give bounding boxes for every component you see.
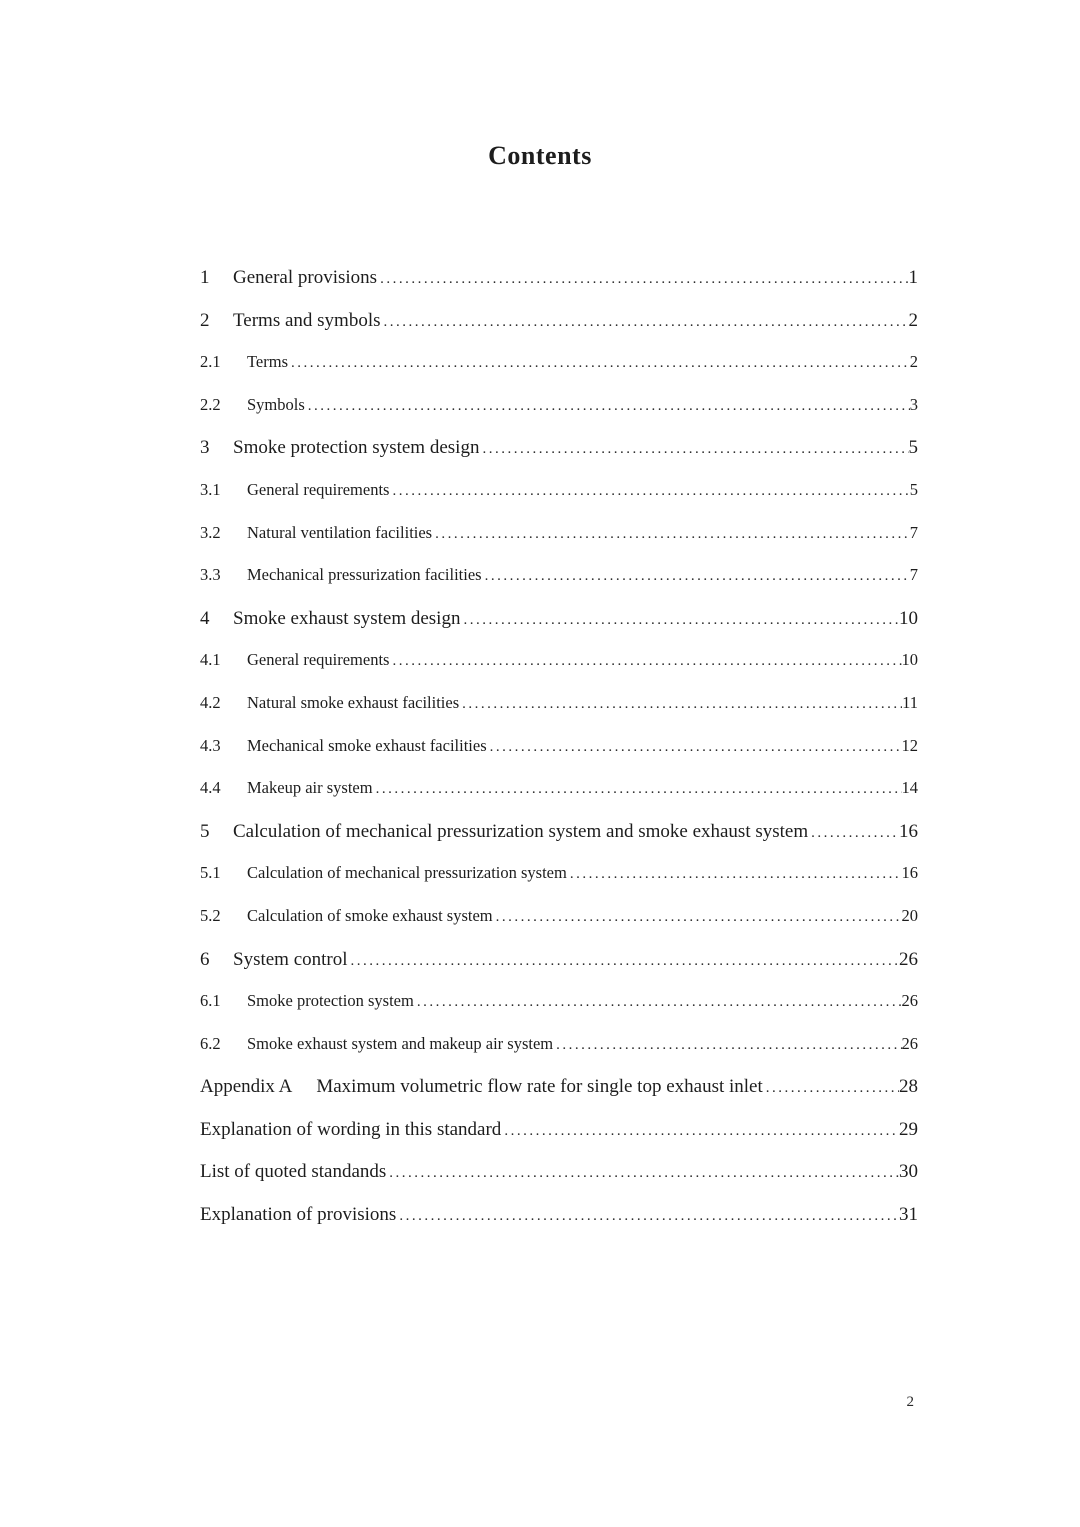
toc-entry xyxy=(200,906,918,949)
toc-entry-title: Terms xyxy=(247,352,289,372)
toc-entry-number: 5.1 xyxy=(200,863,221,883)
toc-entry-number: 3.3 xyxy=(200,565,221,585)
toc-entry-title: System control xyxy=(233,948,348,970)
toc-entry-number: 4.4 xyxy=(200,778,221,798)
toc-entry-page: 31 xyxy=(899,1204,918,1226)
page-title: Contents xyxy=(488,141,592,170)
toc-dot-leader xyxy=(487,739,902,756)
toc-entry-number: 1 xyxy=(200,267,210,288)
toc-dot-leader xyxy=(763,1080,899,1097)
toc-entry-title: Mechanical smoke exhaust facilities xyxy=(247,735,487,755)
toc-entry-number: Appendix A xyxy=(200,1076,293,1098)
toc-entry-page: 10 xyxy=(899,607,918,629)
toc-entry-number: 2.1 xyxy=(200,352,221,372)
toc-entry-title: Natural smoke exhaust facilities xyxy=(247,692,460,712)
toc-entry-number: 3.1 xyxy=(200,479,221,499)
toc-entry-title: Maximum volumetric flow rate for single top exhaust inlet xyxy=(316,1076,763,1098)
toc-entry xyxy=(200,352,918,395)
toc-entry-page: 29 xyxy=(899,1118,918,1140)
toc-dot-leader xyxy=(288,355,910,372)
toc-entry-page: 12 xyxy=(901,735,918,755)
toc-entry xyxy=(200,480,918,523)
toc-entry-page: 26 xyxy=(901,991,918,1011)
toc-dot-leader xyxy=(377,271,908,288)
toc-entry-title: Calculation of mechanical pressurization system and smoke exhaust system xyxy=(233,820,809,842)
toc-dot-leader xyxy=(305,398,910,415)
toc-entry-page: 11 xyxy=(902,692,918,712)
toc-entry-title: Makeup air system xyxy=(247,778,373,798)
toc-entry xyxy=(200,267,918,310)
toc-entry-page: 1 xyxy=(908,267,918,288)
toc-entry-title: Mechanical pressurization facilities xyxy=(247,565,482,585)
toc-list xyxy=(200,267,918,1247)
toc-entry-page: 30 xyxy=(899,1161,918,1183)
toc-entry xyxy=(200,693,918,736)
toc-entry-title: Symbols xyxy=(247,394,305,414)
toc-entry-title: Terms and symbols xyxy=(233,309,381,331)
toc-dot-leader xyxy=(567,866,902,883)
toc-dot-leader xyxy=(432,526,910,543)
toc-entry xyxy=(200,1119,918,1162)
toc-entry xyxy=(200,310,918,353)
toc-dot-leader xyxy=(493,909,902,926)
toc-entry-page: 5 xyxy=(909,479,918,499)
toc-entry-page: 7 xyxy=(909,522,918,542)
toc-entry-page: 3 xyxy=(909,394,918,414)
toc-dot-leader xyxy=(389,653,901,670)
toc-entry xyxy=(200,736,918,779)
toc-entry-number: 6 xyxy=(200,948,210,970)
toc-entry-title: List of quoted standands xyxy=(200,1161,387,1183)
toc-dot-leader xyxy=(808,825,899,842)
toc-entry-number: 4.2 xyxy=(200,692,221,712)
toc-entry-number: 6.1 xyxy=(200,991,221,1011)
toc-entry-page: 16 xyxy=(901,863,918,883)
toc-entry xyxy=(200,778,918,821)
toc-dot-leader xyxy=(414,994,902,1011)
toc-entry-number: 5.2 xyxy=(200,905,221,925)
toc-entry xyxy=(200,1076,918,1119)
toc-entry-number: 4 xyxy=(200,607,210,629)
toc-entry xyxy=(200,991,918,1034)
toc-entry-number: 3.2 xyxy=(200,522,221,542)
toc-entry-title: Explanation of wording in this standard xyxy=(200,1118,502,1140)
toc-entry-number: 3 xyxy=(200,437,210,459)
toc-entry xyxy=(200,821,918,864)
toc-dot-leader xyxy=(386,1165,899,1182)
toc-entry-title: Smoke protection system design xyxy=(233,437,480,459)
toc-dot-leader xyxy=(381,314,909,331)
toc-entry-page: 2 xyxy=(908,309,918,331)
toc-entry xyxy=(200,523,918,566)
toc-entry-number: 2.2 xyxy=(200,394,221,414)
toc-entry-title: Smoke protection system xyxy=(247,991,414,1011)
toc-dot-leader xyxy=(459,696,902,713)
toc-entry xyxy=(200,608,918,651)
toc-entry xyxy=(200,650,918,693)
toc-entry-page: 26 xyxy=(899,948,918,970)
toc-entry xyxy=(200,565,918,608)
toc-entry-page: 20 xyxy=(901,905,918,925)
toc-entry xyxy=(200,395,918,438)
toc-entry xyxy=(200,1034,918,1077)
toc-entry-page: 28 xyxy=(899,1076,918,1098)
toc-entry-page: 26 xyxy=(901,1033,918,1053)
page-number-footer: 2 xyxy=(906,1394,914,1410)
toc-entry-page: 7 xyxy=(909,565,918,585)
toc-entry-page: 5 xyxy=(908,437,918,459)
toc-dot-leader xyxy=(460,612,899,629)
toc-entry xyxy=(200,437,918,480)
toc-entry-title: Smoke exhaust system design xyxy=(233,607,461,629)
toc-entry-page: 14 xyxy=(901,778,918,798)
toc-dot-leader xyxy=(373,781,902,798)
toc-entry-number: 2 xyxy=(200,309,210,331)
toc-entry xyxy=(200,863,918,906)
toc-dot-leader xyxy=(553,1037,901,1054)
toc-entry-page: 2 xyxy=(909,352,918,372)
toc-dot-leader xyxy=(501,1123,899,1140)
toc-dot-leader xyxy=(396,1208,899,1225)
toc-entry-number: 4.3 xyxy=(200,735,221,755)
toc-dot-leader xyxy=(348,953,899,970)
toc-entry-title: Explanation of provisions xyxy=(200,1204,397,1226)
toc-entry-title: General requirements xyxy=(247,479,390,499)
toc-entry xyxy=(200,1161,918,1204)
toc-entry-title: Natural ventilation facilities xyxy=(247,522,433,542)
toc-dot-leader xyxy=(482,568,910,585)
toc-entry-title: General requirements xyxy=(247,650,390,670)
toc-entry-page: 10 xyxy=(901,650,918,670)
toc-entry-title: Calculation of mechanical pressurization system xyxy=(247,863,567,883)
toc-dot-leader xyxy=(479,441,908,458)
toc-entry xyxy=(200,949,918,992)
toc-entry-title: Calculation of smoke exhaust system xyxy=(247,905,493,925)
toc-entry-page: 16 xyxy=(899,820,918,842)
toc-entry-title: Smoke exhaust system and makeup air system xyxy=(247,1033,554,1053)
toc-entry-title: General provisions xyxy=(233,267,378,288)
toc-entry-number: 6.2 xyxy=(200,1033,221,1053)
toc-dot-leader xyxy=(389,483,909,500)
toc-entry-number: 5 xyxy=(200,820,210,842)
toc-entry xyxy=(200,1204,918,1247)
toc-entry-number: 4.1 xyxy=(200,650,221,670)
